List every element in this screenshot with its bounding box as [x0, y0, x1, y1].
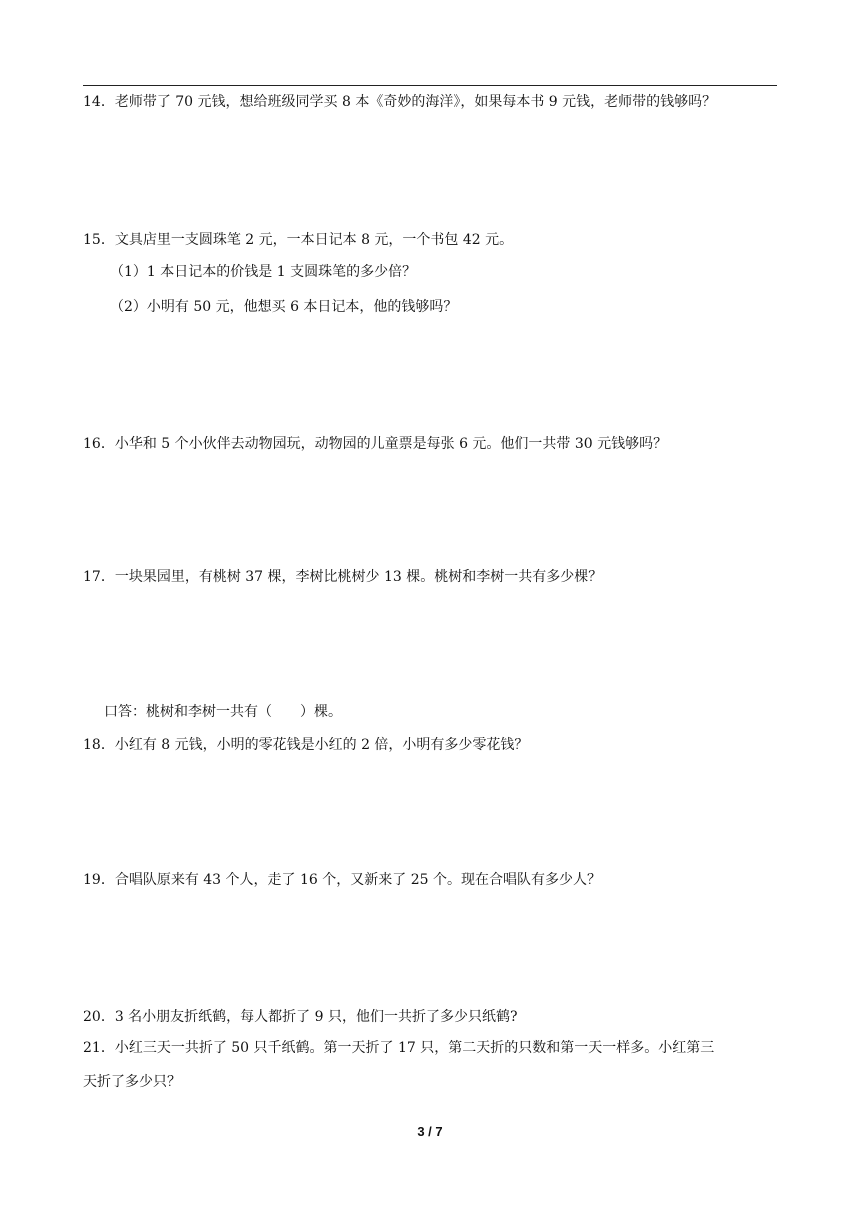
question-16: 16．小华和 5 个小伙伴去动物园玩，动物园的儿童票是每张 6 元。他们一共带 30 元钱够吗？	[83, 436, 668, 452]
page-number: 3 / 7	[417, 1124, 443, 1139]
question-20: 20．3 名小朋友折纸鹤，每人都折了 9 只，他们一共折了多少只纸鹤?	[83, 1009, 518, 1025]
question-18: 18．小红有 8 元钱，小明的零花钱是小红的 2 倍，小明有多少零花钱？	[83, 737, 529, 753]
question-21-line-2: 天折了多少只？	[83, 1074, 181, 1090]
question-17-answer-line: 口答：桃树和李树一共有（ ）棵。	[104, 704, 342, 720]
question-15-part-2: （2）小明有 50 元，他想买 6 本日记本，他的钱够吗？	[110, 299, 458, 315]
question-15: 15．文具店里一支圆珠笔 2 元，一本日记本 8 元，一个书包 42 元。	[83, 232, 514, 248]
question-21-line-1: 21．小红三天一共折了 50 只千纸鹤。第一天折了 17 只，第二天折的只数和第一天一样多。小红第三	[83, 1040, 715, 1056]
question-17: 17．一块果园里，有桃树 37 棵，李树比桃树少 13 棵。桃树和李树一共有多少棵？	[83, 569, 603, 585]
question-19: 19．合唱队原来有 43 个人，走了 16 个，又新来了 25 个。现在合唱队有多少人？	[83, 872, 601, 888]
header-rule	[83, 85, 777, 86]
question-15-part-1: （1）1 本日记本的价钱是 1 支圆珠笔的多少倍？	[110, 264, 417, 280]
question-14: 14．老师带了 70 元钱，想给班级同学买 8 本《奇妙的海洋》，如果每本书 9 元钱，老师带的钱够吗？	[83, 94, 717, 110]
